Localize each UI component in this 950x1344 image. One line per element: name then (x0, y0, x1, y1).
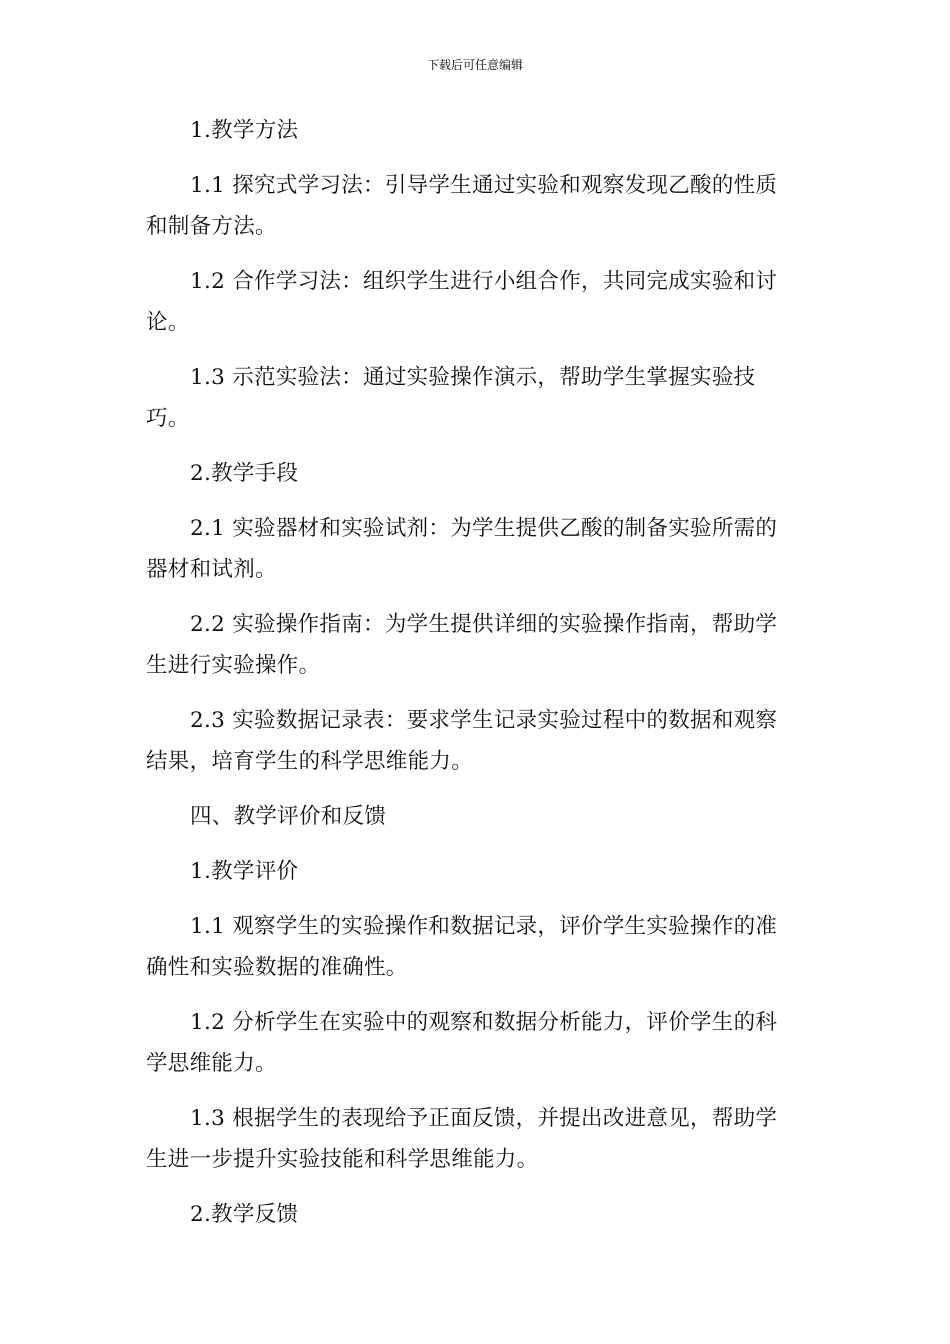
paragraph-method-1-2: 1.2 合作学习法：组织学生进行小组合作，共同完成实验和讨论。 (146, 269, 778, 335)
heading-teaching-methods: 1.教学方法 (190, 118, 299, 143)
heading-teaching-feedback: 2.教学反馈 (190, 1202, 299, 1227)
document-body (146, 110, 796, 1249)
download-note: 下载后可任意编辑 (426, 58, 523, 72)
paragraph-evaluation-1-2: 1.2 分析学生在实验中的观察和数据分析能力，评价学生的科学思维能力。 (146, 1010, 778, 1076)
paragraph-evaluation-1-3: 1.3 根据学生的表现给予正面反馈，并提出改进意见，帮助学生进一步提升实验技能和科学思维能力。 (146, 1106, 778, 1172)
paragraph-method-1-1: 1.1 探究式学习法：引导学生通过实验和观察发现乙酸的性质和制备方法。 (146, 173, 778, 239)
paragraph-method-1-3: 1.3 示范实验法：通过实验操作演示，帮助学生掌握实验技巧。 (146, 365, 756, 431)
paragraph-means-2-2: 2.2 实验操作指南：为学生提供详细的实验操作指南，帮助学生进行实验操作。 (146, 612, 778, 678)
paragraph-means-2-3: 2.3 实验数据记录表：要求学生记录实验过程中的数据和观察结果，培育学生的科学思维能力。 (146, 708, 778, 774)
paragraph-evaluation-1-1: 1.1 观察学生的实验操作和数据记录，评价学生实验操作的准确性和实验数据的准确性。 (146, 914, 778, 980)
section-heading-evaluation-feedback: 四、教学评价和反馈 (190, 804, 387, 829)
heading-teaching-means: 2.教学手段 (190, 461, 299, 486)
heading-teaching-evaluation: 1.教学评价 (190, 859, 299, 884)
paragraph-means-2-1: 2.1 实验器材和实验试剂：为学生提供乙酸的制备实验所需的器材和试剂。 (146, 516, 778, 582)
